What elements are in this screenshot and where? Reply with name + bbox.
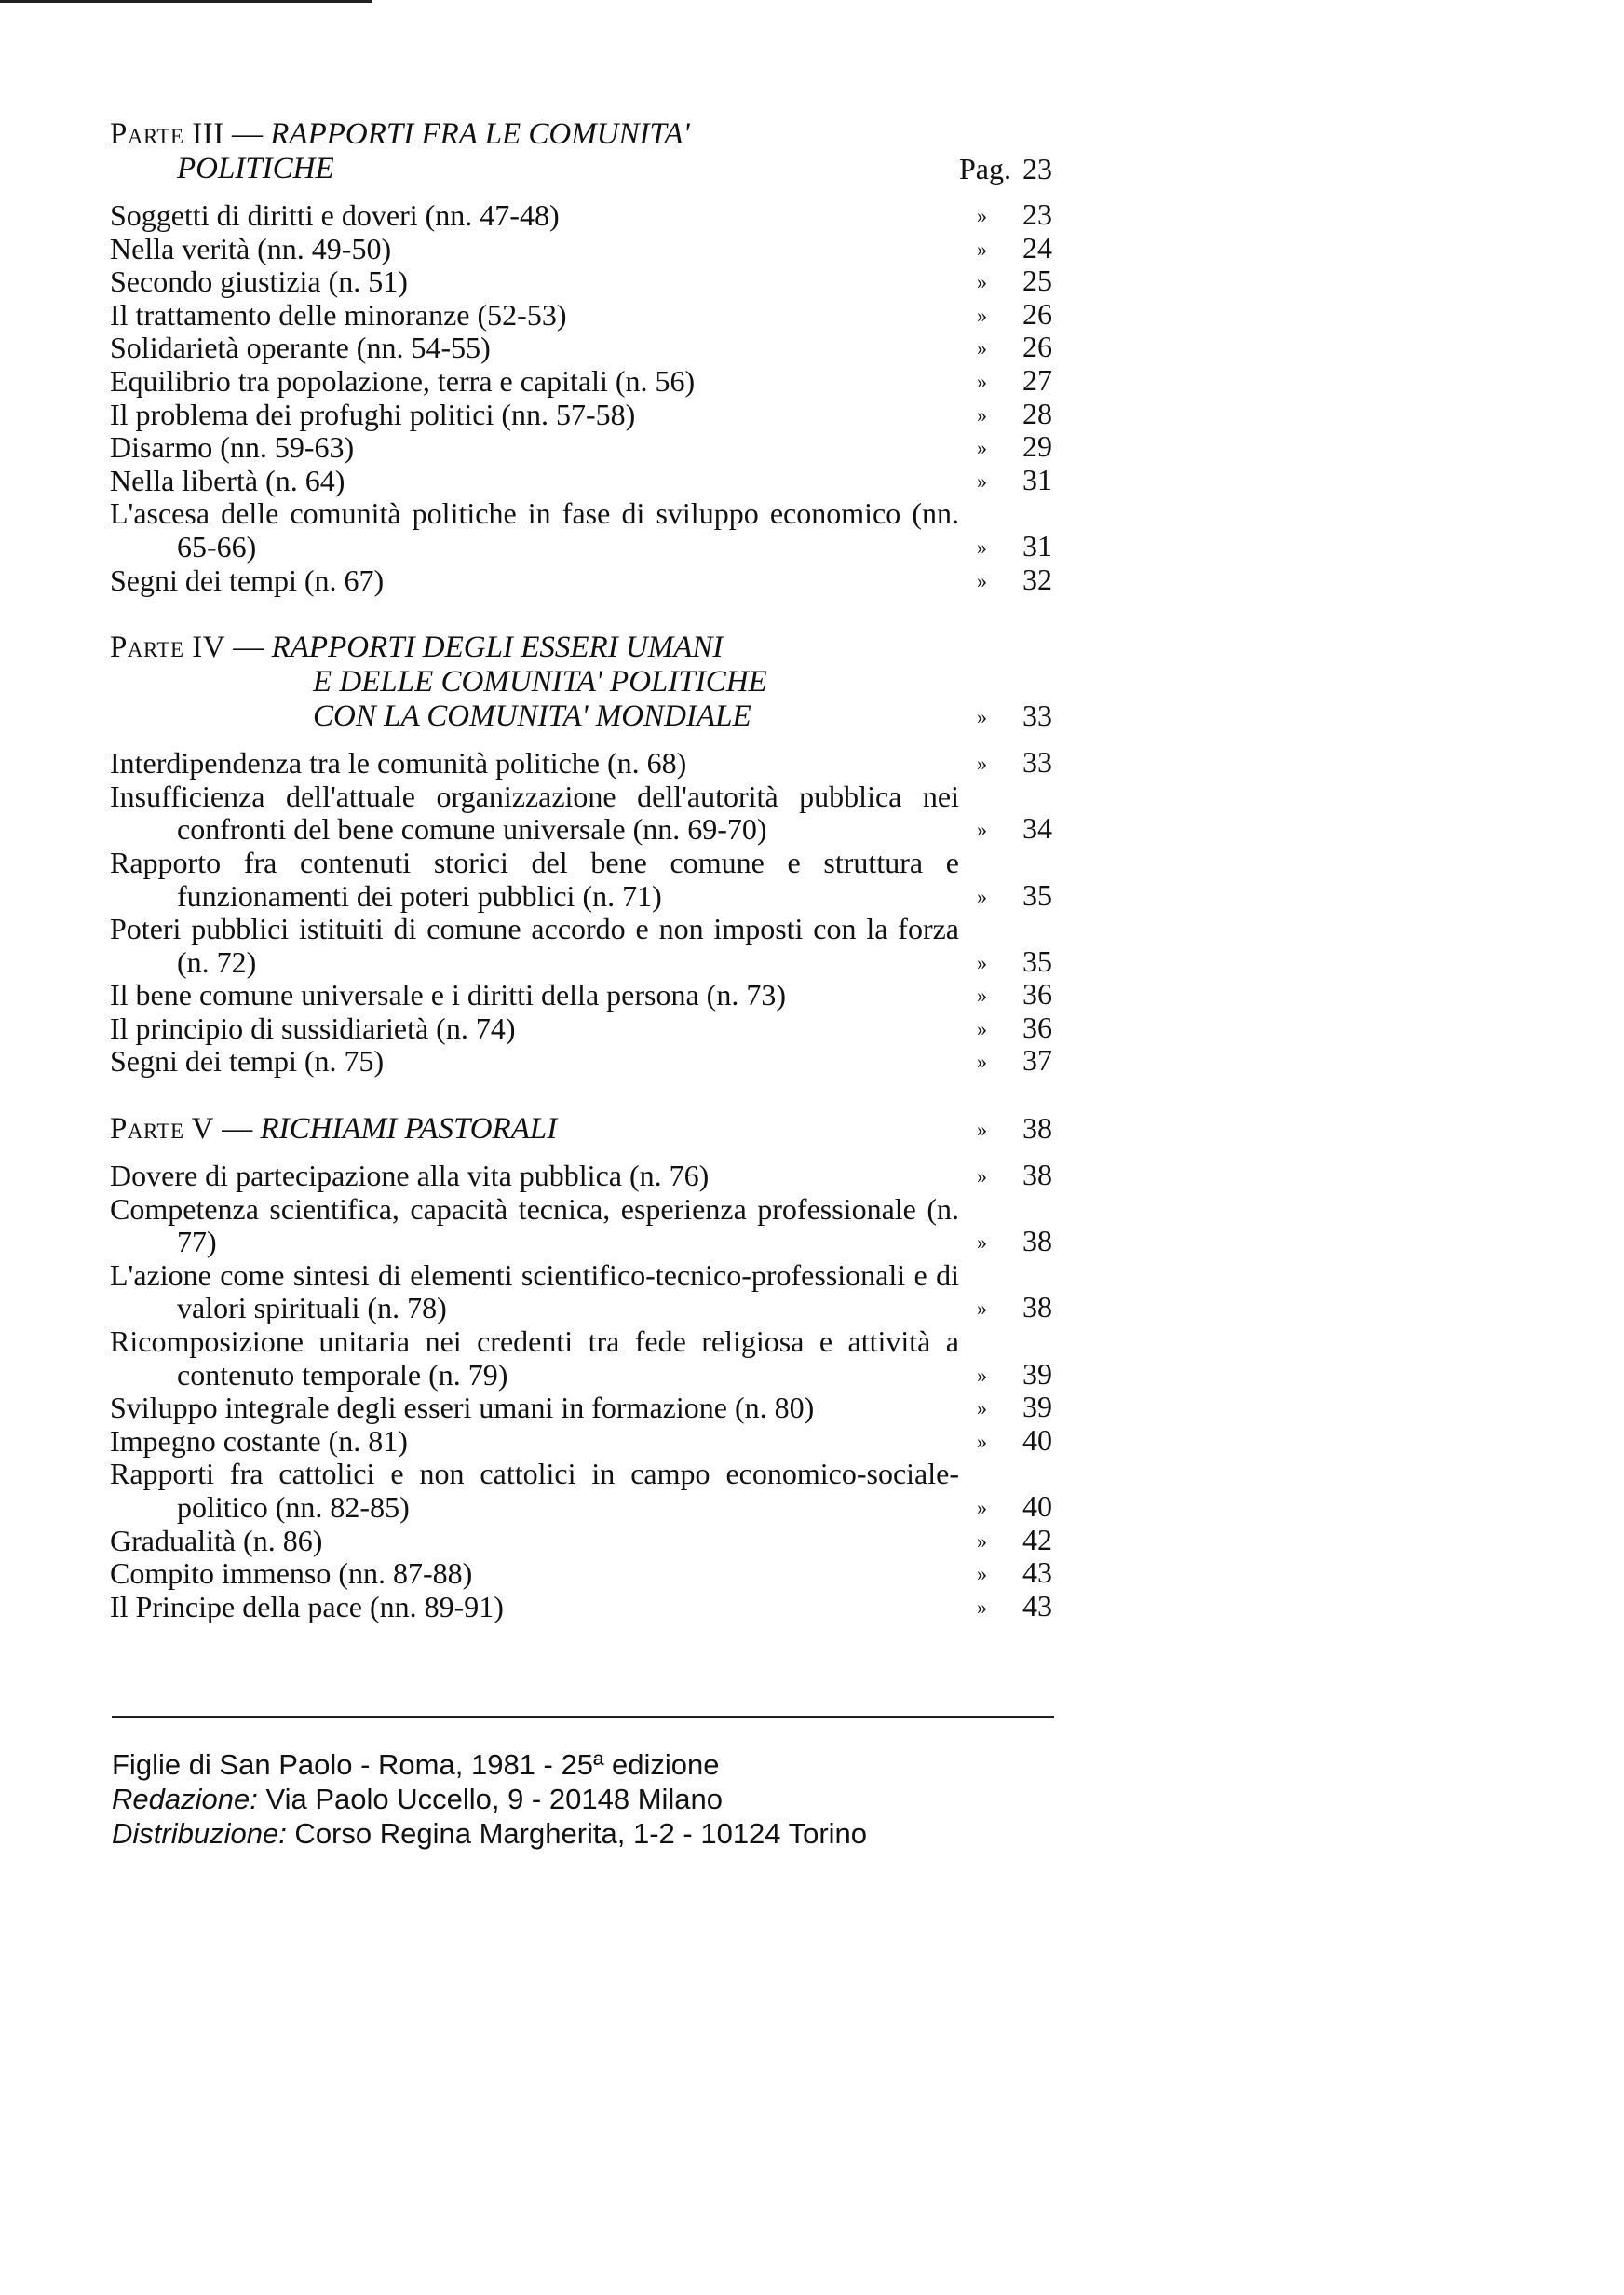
ditto-mark: »	[977, 204, 987, 227]
toc-entry-page-ref	[977, 1358, 1052, 1392]
toc-entry	[110, 199, 1052, 233]
part-page-ref	[977, 1111, 1052, 1147]
toc-entry-title: Nella libertà (n. 64)	[110, 463, 345, 497]
part-separator: —	[223, 117, 271, 151]
toc-entry-page-ref	[977, 530, 1052, 564]
toc-entry-page-ref	[977, 1556, 1052, 1591]
toc-entry-page-number: 43	[1022, 1588, 1052, 1623]
ditto-mark: »	[977, 1050, 987, 1074]
toc-entry-page-ref	[977, 198, 1052, 233]
toc-entry-page-ref	[977, 1590, 1052, 1624]
ditto-mark: »	[977, 1562, 987, 1586]
redazione-value: Via Paolo Uccello, 9 - 20148 Milano	[257, 1783, 724, 1815]
toc-entry-title: Insufficienza dell'attuale organizzazione dell'autorità pubblica nei confronti del bene comune universale (nn. 69-70)	[110, 779, 959, 847]
toc-entry-page-number: 23	[1022, 197, 1052, 231]
toc-entry-page-ref	[977, 564, 1052, 598]
toc-entry-title: Secondo giustizia (n. 51)	[110, 265, 408, 299]
toc-entry-page-number: 43	[1022, 1555, 1052, 1590]
toc-entry-page-number: 38	[1022, 1224, 1052, 1258]
toc-entry-page-number: 38	[1022, 1290, 1052, 1324]
ditto-mark: »	[977, 1118, 987, 1142]
toc-entry	[110, 1392, 1052, 1425]
toc-entry-page-number: 39	[1022, 1390, 1052, 1424]
part-heading-iii	[110, 117, 1052, 186]
pag-label: Pag.	[959, 152, 1011, 185]
toc-entry-page-number: 25	[1022, 264, 1052, 298]
part-heading-v	[110, 1112, 1052, 1147]
distribuzione-value: Corso Regina Margherita, 1-2 - 10124 Torino	[286, 1817, 868, 1850]
toc-entry-page-number: 33	[1022, 745, 1052, 780]
part-title-line-1: RAPPORTI FRA LE COMUNITA'	[270, 117, 690, 151]
toc-entry	[110, 230, 1052, 266]
ditto-mark: »	[977, 402, 987, 427]
toc-entry-page-ref	[977, 812, 1052, 847]
ditto-mark: »	[977, 270, 987, 294]
toc-entry-page-ref	[977, 1391, 1052, 1425]
ditto-mark: »	[977, 705, 987, 729]
toc-entry	[110, 1325, 1052, 1392]
toc-entry-page-ref	[977, 1490, 1052, 1525]
toc-entry-page-number: 24	[1022, 230, 1052, 265]
ditto-mark: »	[977, 1016, 987, 1040]
part-title-line-1: RICHIAMI PASTORALI	[260, 1112, 558, 1147]
ditto-mark: »	[977, 1363, 987, 1387]
ditto-mark: »	[977, 1528, 987, 1553]
toc-entry	[110, 332, 1052, 365]
toc-entry-page-number: 29	[1022, 429, 1052, 464]
part-page-number: 33	[1022, 699, 1052, 733]
toc-entry	[110, 564, 1052, 598]
toc-entry-page-number: 42	[1022, 1522, 1052, 1556]
toc-entry-page-number: 37	[1022, 1043, 1052, 1078]
toc-entry	[110, 396, 1052, 432]
ditto-mark: »	[977, 752, 987, 776]
toc-entry-page-ref	[977, 1044, 1052, 1079]
toc-entry-title: Rapporto fra contenuti storici del bene comune e struttura e funzionamenti dei poteri pubblici (n. 71)	[110, 845, 959, 913]
part-v-entries	[110, 1160, 1060, 1623]
part-page-ref	[959, 152, 1052, 186]
part-separator: —	[214, 1112, 261, 1147]
toc-entry	[110, 1588, 1052, 1624]
toc-entry-page-ref	[977, 398, 1052, 432]
ditto-mark: »	[977, 369, 987, 393]
toc-entry	[110, 497, 1052, 564]
distribuzione-label: Distribuzione:	[112, 1817, 287, 1850]
toc-entry-title: Soggetti di diritti e doveri (nn. 47-48)	[110, 198, 560, 232]
part-heading-line	[110, 117, 1052, 152]
toc-entry	[110, 1045, 1052, 1079]
toc-entry-page-ref	[977, 1424, 1052, 1459]
redazione-label: Redazione:	[112, 1783, 258, 1815]
table-of-contents	[110, 117, 1060, 1623]
ditto-mark: »	[977, 535, 987, 559]
toc-entry-title: Gradualità (n. 86)	[110, 1523, 323, 1557]
toc-entry	[110, 1458, 1052, 1524]
toc-entry-page-number: 28	[1022, 396, 1052, 430]
toc-entry	[110, 1422, 1052, 1459]
toc-entry-title: L'azione come sintesi di elementi scientifico-tecnico-professionali e di valori spirituali (n. 78)	[110, 1257, 959, 1325]
toc-entry-page-ref	[977, 1225, 1052, 1259]
ditto-mark: »	[977, 1595, 987, 1619]
toc-entry-page-ref	[977, 232, 1052, 266]
toc-entry-page-number: 32	[1022, 562, 1052, 596]
toc-entry-page-number: 31	[1022, 462, 1052, 496]
toc-entry-title: Poteri pubblici istituiti di comune accordo e non imposti con la forza (n. 72)	[110, 912, 959, 979]
toc-entry-title: Solidarietà operante (nn. 54-55)	[110, 331, 491, 365]
toc-entry	[110, 1160, 1052, 1193]
toc-entry	[110, 747, 1052, 781]
toc-entry-title: Ricomposizione unitaria nei credenti tra fede religiosa e attività a contenuto temporale (n. 79)	[110, 1324, 959, 1392]
toc-entry	[110, 431, 1052, 465]
toc-entry	[110, 296, 1052, 333]
toc-entry-title: Rapporti fra cattolici e non cattolici in campo economico-sociale-politico (nn. 82-85)	[110, 1457, 959, 1524]
part-heading-line	[110, 631, 1052, 665]
distribuzione-line	[112, 1816, 867, 1851]
toc-entry-page-number: 35	[1022, 944, 1052, 978]
ditto-mark: »	[977, 950, 987, 974]
toc-entry	[110, 1522, 1052, 1558]
toc-entry	[110, 1012, 1052, 1046]
toc-entry-title: Il trattamento delle minoranze (52-53)	[110, 297, 567, 332]
redazione-line	[112, 1782, 867, 1816]
ditto-mark: »	[977, 568, 987, 592]
toc-entry-title: Segni dei tempi (n. 75)	[110, 1044, 385, 1079]
toc-entry	[110, 781, 1052, 847]
toc-entry-page-ref	[977, 364, 1052, 399]
toc-entry-page-ref	[977, 1291, 1052, 1325]
toc-entry-page-ref	[977, 1159, 1052, 1193]
toc-entry-title: Nella verità (nn. 49-50)	[110, 231, 392, 265]
ditto-mark: »	[977, 1496, 987, 1519]
toc-entry	[110, 462, 1052, 498]
toc-entry-page-ref	[977, 331, 1052, 365]
toc-entry-page-number: 35	[1022, 877, 1052, 912]
part-title-line-3: CON LA COMUNITA' MONDIALE	[313, 699, 751, 734]
publisher-line: Figlie di San Paolo - Roma, 1981 - 25ª edizione	[112, 1748, 720, 1781]
toc-entry	[110, 362, 1052, 399]
toc-entry	[110, 913, 1052, 979]
part-title-line-1: RAPPORTI DEGLI ESSERI UMANI	[271, 631, 724, 665]
part-label: Parte III	[110, 117, 224, 151]
toc-entry-page-ref	[977, 1524, 1052, 1558]
part-title-line-2: E DELLE COMUNITA' POLITICHE	[313, 665, 767, 699]
toc-entry-page-ref	[977, 298, 1052, 333]
toc-entry-page-ref	[977, 265, 1052, 299]
part-label: Parte IV	[110, 631, 226, 665]
ditto-mark: »	[977, 984, 987, 1008]
ditto-mark: »	[977, 1164, 987, 1188]
toc-entry-page-number: 40	[1022, 1422, 1052, 1457]
ditto-mark: »	[977, 1230, 987, 1255]
toc-entry-page-ref	[977, 978, 1052, 1012]
toc-entry-page-number: 26	[1022, 296, 1052, 331]
toc-entry	[110, 979, 1052, 1012]
toc-entry-title: Il Principe della pace (nn. 89-91)	[110, 1589, 504, 1623]
toc-entry-title: Competenza scientifica, capacità tecnica, esperienza professionale (n. 77)	[110, 1191, 959, 1259]
toc-entry	[110, 265, 1052, 299]
toc-entry-page-ref	[977, 879, 1052, 914]
toc-entry-page-ref	[977, 1012, 1052, 1046]
toc-entry-title: Dovere di partecipazione alla vita pubblica (n. 76)	[110, 1159, 710, 1193]
toc-entry-page-ref	[977, 430, 1052, 465]
toc-entry-page-ref	[977, 945, 1052, 980]
part-heading-iv	[110, 631, 1052, 734]
bottom-rule	[112, 1716, 1054, 1718]
top-rule	[0, 0, 372, 3]
toc-entry-page-number: 38	[1022, 1158, 1052, 1192]
ditto-mark: »	[977, 336, 987, 360]
toc-entry-page-number: 31	[1022, 528, 1052, 563]
ditto-mark: »	[977, 237, 987, 261]
toc-entry-page-number: 40	[1022, 1489, 1052, 1523]
toc-entry-page-number: 36	[1022, 977, 1052, 1012]
toc-entry-title: Equilibrio tra popolazione, terra e capitali (n. 56)	[110, 363, 696, 398]
part-page-number: 23	[1022, 152, 1052, 185]
ditto-mark: »	[977, 469, 987, 493]
toc-entry-title: Il principio di sussidiarietà (n. 74)	[110, 1011, 516, 1045]
ditto-mark: »	[977, 884, 987, 908]
toc-entry-title: Segni dei tempi (n. 67)	[110, 563, 385, 597]
ditto-mark: »	[977, 1297, 987, 1321]
toc-entry-title: Sviluppo integrale degli esseri umani in formazione (n. 80)	[110, 1391, 815, 1425]
toc-entry-page-number: 26	[1022, 330, 1052, 364]
toc-entry-title: Il bene comune universale e i diritti della persona (n. 73)	[110, 978, 786, 1012]
toc-entry-page-ref	[977, 746, 1052, 781]
part-separator: —	[225, 631, 272, 665]
toc-entry-title: Interdipendenza tra le comunità politiche (n. 68)	[110, 746, 687, 781]
part-label: Parte V	[110, 1112, 215, 1147]
toc-entry-title: L'ascesa delle comunità politiche in fase di sviluppo economico (nn. 65-66)	[110, 496, 959, 564]
part-page-number: 38	[1022, 1111, 1052, 1146]
ditto-mark: »	[977, 436, 987, 460]
part-heading-line	[110, 1112, 1052, 1147]
toc-entry-page-number: 36	[1022, 1010, 1052, 1044]
toc-entry	[110, 1259, 1052, 1325]
part-iv-entries	[110, 747, 1060, 1079]
imprint	[112, 1747, 867, 1851]
part-iii-entries	[110, 199, 1060, 597]
toc-entry	[110, 1193, 1052, 1259]
ditto-mark: »	[977, 303, 987, 327]
toc-entry-title: Il problema dei profughi politici (nn. 57-58)	[110, 397, 636, 431]
toc-entry	[110, 847, 1052, 913]
toc-entry-page-ref	[977, 464, 1052, 498]
toc-entry-page-number: 34	[1022, 811, 1052, 846]
ditto-mark: »	[977, 1396, 987, 1420]
toc-entry-title: Disarmo (nn. 59-63)	[110, 430, 355, 465]
part-page-ref	[977, 699, 1052, 734]
toc-entry-title: Compito immenso (nn. 87-88)	[110, 1556, 473, 1591]
toc-entry-page-number: 27	[1022, 362, 1052, 397]
toc-entry-title: Impegno costante (n. 81)	[110, 1423, 408, 1458]
ditto-mark: »	[977, 818, 987, 842]
part-title-line-2: POLITICHE	[177, 152, 334, 185]
ditto-mark: »	[977, 1429, 987, 1453]
toc-entry	[110, 1557, 1052, 1591]
toc-entry-page-number: 39	[1022, 1356, 1052, 1391]
